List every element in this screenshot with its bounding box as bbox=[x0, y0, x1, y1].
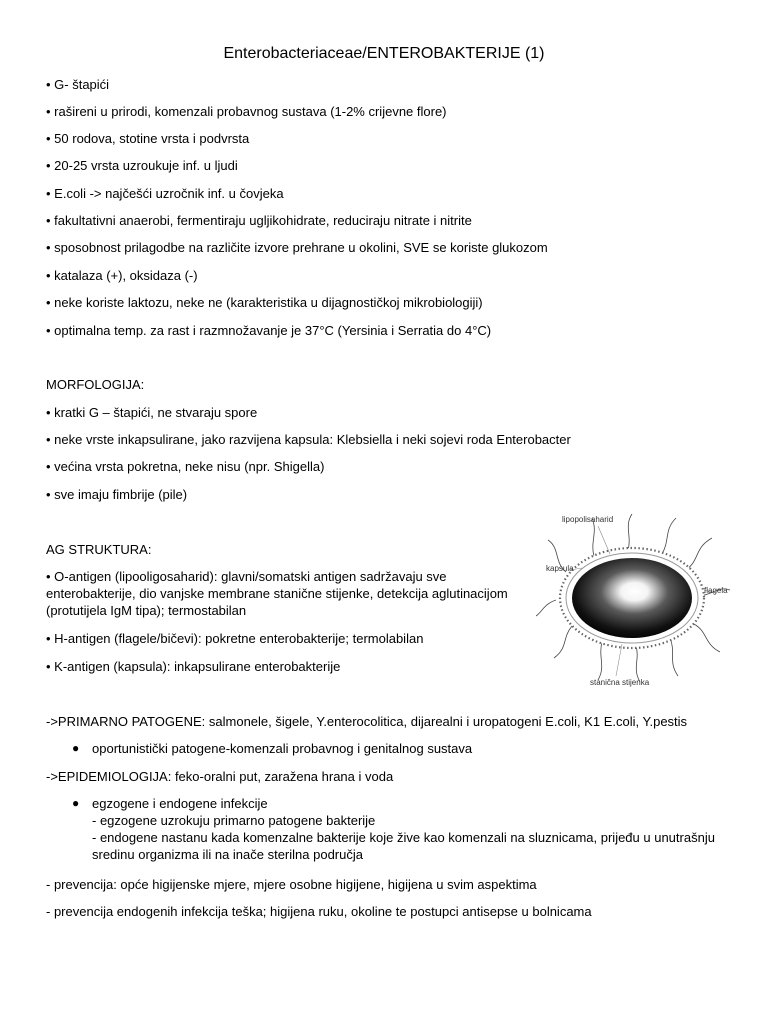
label-flagela: flagela bbox=[704, 586, 728, 595]
intro-bullet-2: • rašireni u prirodi, komenzali probavnog sustava (1-2% crijevne flore) bbox=[46, 104, 447, 119]
epidemiologija-line: ->EPIDEMIOLOGIJA: feko-oralni put, zaražena hrana i voda bbox=[46, 769, 394, 784]
intro-bullet-6: • fakultativni anaerobi, fermentiraju ugljikohidrate, reduciraju nitrate i nitrite bbox=[46, 213, 472, 228]
intro-bullet-8: • katalaza (+), oksidaza (-) bbox=[46, 268, 198, 283]
prevencija-line-1: - prevencija: opće higijenske mjere, mjere osobne higijene, higijena u svim aspektima bbox=[46, 877, 537, 892]
intro-bullet-10: • optimalna temp. za rast i razmnožavanje je 37°C (Yersinia i Serratia do 4°C) bbox=[46, 323, 492, 338]
intro-bullet-4: • 20-25 vrsta uzroukuje inf. u ljudi bbox=[46, 158, 238, 173]
morfologija-bullet-1: • kratki G – štapići, ne stvaraju spore bbox=[46, 405, 258, 420]
prevencija-line-2: - prevencija endogenih infekcija teška; higijena ruku, okoline te postupci antisepse u bolnicama bbox=[46, 904, 592, 919]
h-antigen-bullet: • H-antigen (flagele/bičevi): pokretne enterobakterije; termolabilan bbox=[46, 631, 424, 646]
label-lipopolisaharid: lipopolisaharid bbox=[562, 515, 614, 524]
epidemiologija-sub-line-1: egzogene i endogene infekcije bbox=[92, 796, 268, 811]
epidemiologija-sub-block bbox=[92, 795, 715, 863]
morfologija-bullet-2: • neke vrste inkapsulirane, jako razvijena kapsula: Klebsiella i neki sojevi roda Enterobacter bbox=[46, 432, 571, 447]
primarno-sub-text: oportunistički patogene-komenzali probavnog i genitalnog sustava bbox=[92, 741, 473, 756]
morfologija-bullet-3: • većina vrsta pokretna, neke nisu (npr. Shigella) bbox=[46, 459, 325, 474]
primarno-sub-bullet: ● bbox=[72, 741, 80, 755]
morfologija-heading: MORFOLOGIJA: bbox=[46, 377, 145, 392]
epidemiologija-sub-bullet: ● bbox=[72, 796, 80, 810]
epidemiologija-sub-line-2: - egzogene uzrokuju primarno patogene bakterije bbox=[92, 813, 376, 828]
o-antigen-line-3: (protutijela IgM tipa); termostabilan bbox=[46, 603, 247, 618]
o-antigen-line-2: enterobakterije, dio vanjske membrane stanične stijenke, detekcija aglutinacijom bbox=[46, 586, 508, 601]
k-antigen-bullet: • K-antigen (kapsula): inkapsulirane enterobakterije bbox=[46, 659, 341, 674]
morfologija-bullet-4: • sve imaju fimbrije (pile) bbox=[46, 487, 188, 502]
bacterium-diagram bbox=[536, 512, 732, 692]
intro-bullet-9: • neke koriste laktozu, neke ne (karakteristika u dijagnostičkoj mikrobiologiji) bbox=[46, 295, 483, 310]
label-stanicna-stijenka: stanična stijenka bbox=[590, 678, 650, 687]
o-antigen-paragraph bbox=[46, 568, 516, 619]
intro-bullet-3: • 50 rodova, stotine vrsta i podvrsta bbox=[46, 131, 250, 146]
epidemiologija-sub-line-4: sredinu organizma ili na inače sterilna područja bbox=[92, 847, 363, 862]
label-kapsula: kapsula bbox=[546, 564, 574, 573]
intro-bullet-5: • E.coli -> najčešći uzročnik inf. u čovjeka bbox=[46, 186, 284, 201]
bacterium-drawing bbox=[536, 512, 732, 692]
epidemiologija-sub-line-3: - endogene nastanu kada komenzalne bakterije koje žive kao komenzali na sluznicama, prijeđu u unutrašnju bbox=[92, 830, 715, 845]
cell-body bbox=[572, 558, 692, 638]
o-antigen-line-1: • O-antigen (lipooligosaharid): glavni/somatski antigen sadržavaju sve bbox=[46, 569, 447, 584]
primarno-patogene-line: ->PRIMARNO PATOGENE: salmonele, šigele, Y.enterocolitica, dijarealni i uropatogeni E.coli, K1 E.coli, Y.pestis bbox=[46, 714, 688, 729]
page-title: Enterobacteriaceae/ENTEROBAKTERIJE (1) bbox=[223, 45, 545, 62]
intro-bullet-1: • G- štapići bbox=[46, 77, 110, 92]
intro-bullet-7: • sposobnost prilagodbe na različite izvore prehrane u okolini, SVE se koriste glukozom bbox=[46, 240, 548, 255]
ag-struktura-heading: AG STRUKTURA: bbox=[46, 542, 152, 557]
